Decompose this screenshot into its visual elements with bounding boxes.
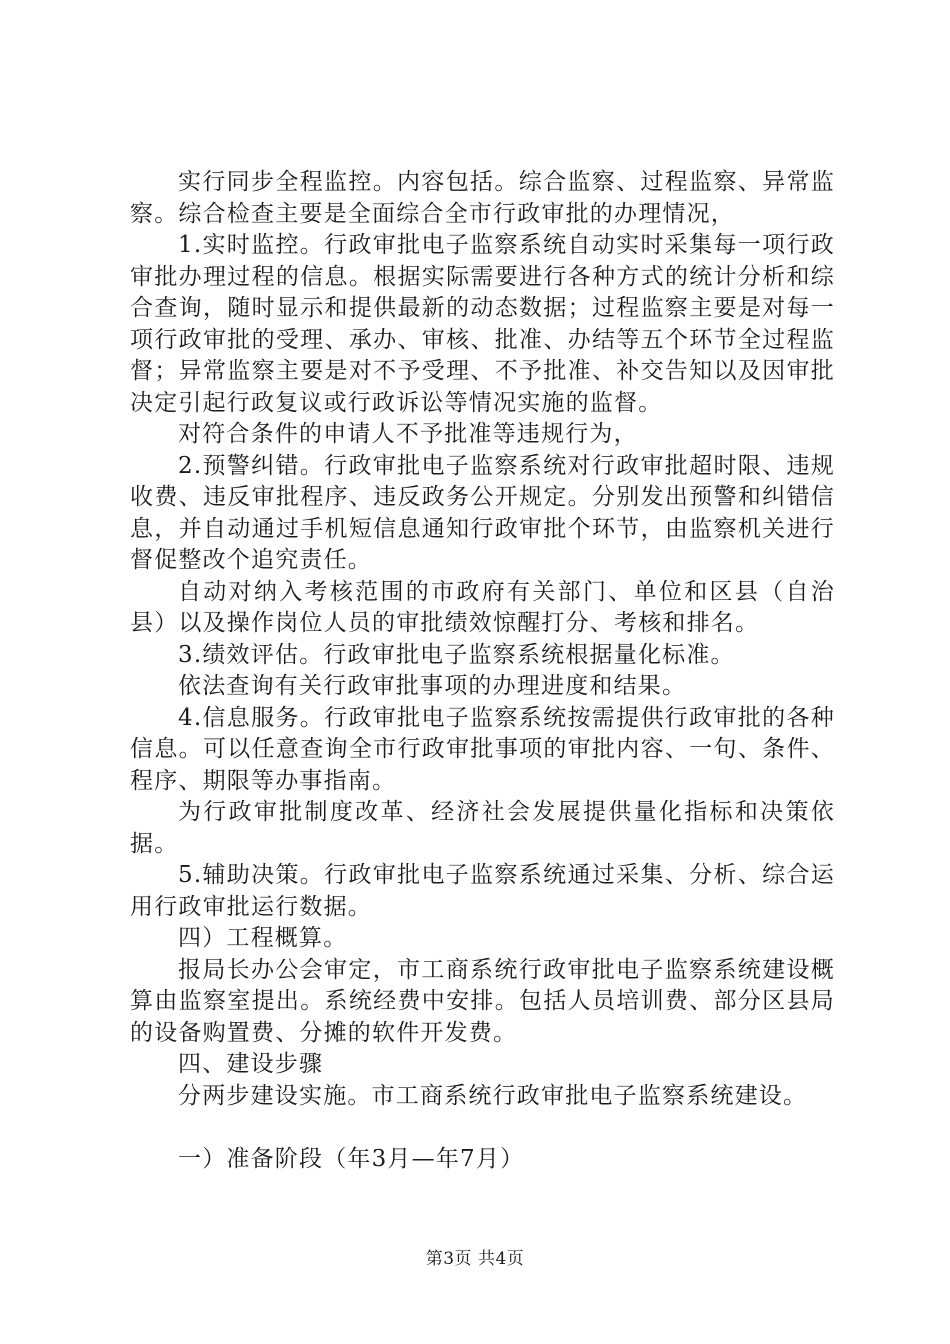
paragraph-realtime-monitoring: 1.实时监控。行政审批电子监察系统自动实时采集每一项行政审批办理过程的信息。根据实际需要进行各种方式的统计分析和综合查询，随时显示和提供最新的动态数据；过程监察主要是对每一项行政审批的受理、承办、审核、批准、办结等五个环节全过程监督；异常监察主要是对不予受理、不予批准、补交告知以及因审批决定引起行政复议或行政诉讼等情况实施的监督。: [130, 232, 835, 416]
paragraph-information-service: 4.信息服务。行政审批电子监察系统按需提供行政审批的各种信息。可以任意查询全市行政审批事项的审批内容、一句、条件、程序、期限等办事指南。: [130, 704, 835, 794]
paragraph-warning-correction: 2.预警纠错。行政审批电子监察系统对行政审批超时限、违规收费、违反审批程序、违反政务公开规定。分别发出预警和纠错信息，并自动通过手机短信息通知行政审批个环节，由监察机关进行督促整改个追究责任。: [130, 452, 835, 573]
paragraph-monitoring-intro: 实行同步全程监控。内容包括。综合监察、过程监察、异常监察。综合检查主要是全面综合全市行政审批的办理情况，: [130, 169, 835, 227]
paragraph-performance-evaluation: 3.绩效评估。行政审批电子监察系统根据量化标准。: [178, 641, 735, 668]
paragraph-reform-basis: 为行政审批制度改革、经济社会发展提供量化指标和决策依据。: [130, 799, 835, 857]
heading-construction-steps: 四、建设步骤: [178, 1051, 324, 1077]
heading-budget: 四）工程概算。: [178, 925, 348, 951]
paragraph-decision-support: 5.辅助决策。行政审批电子监察系统通过采集、分析、综合运用行政审批运行数据。: [130, 862, 835, 920]
document-body: [130, 167, 835, 1176]
paragraph-budget-details: 报局长办公会审定，市工商系统行政审批电子监察系统建设概算由监察室提出。系统经费中安排。包括人员培训费、部分区县局的设备购置费、分摊的软件开发费。: [130, 956, 835, 1046]
paragraph-two-step-plan: 分两步建设实施。市工商系统行政审批电子监察系统建设。: [178, 1082, 808, 1109]
page-number-footer: 第3页 共4页: [425, 1249, 525, 1269]
heading-preparation-stage: 一）准备阶段（年3月—年7月）: [178, 1146, 525, 1172]
paragraph-auto-assessment: 自动对纳入考核范围的市政府有关部门、单位和区县（自治县）以及操作岗位人员的审批绩效惊醒打分、考核和排名。: [130, 578, 835, 636]
paragraph-violations: 对符合条件的申请人不予批准等违规行为，: [178, 421, 638, 447]
paragraph-query-progress: 依法查询有关行政审批事项的办理进度和结果。: [178, 673, 687, 699]
